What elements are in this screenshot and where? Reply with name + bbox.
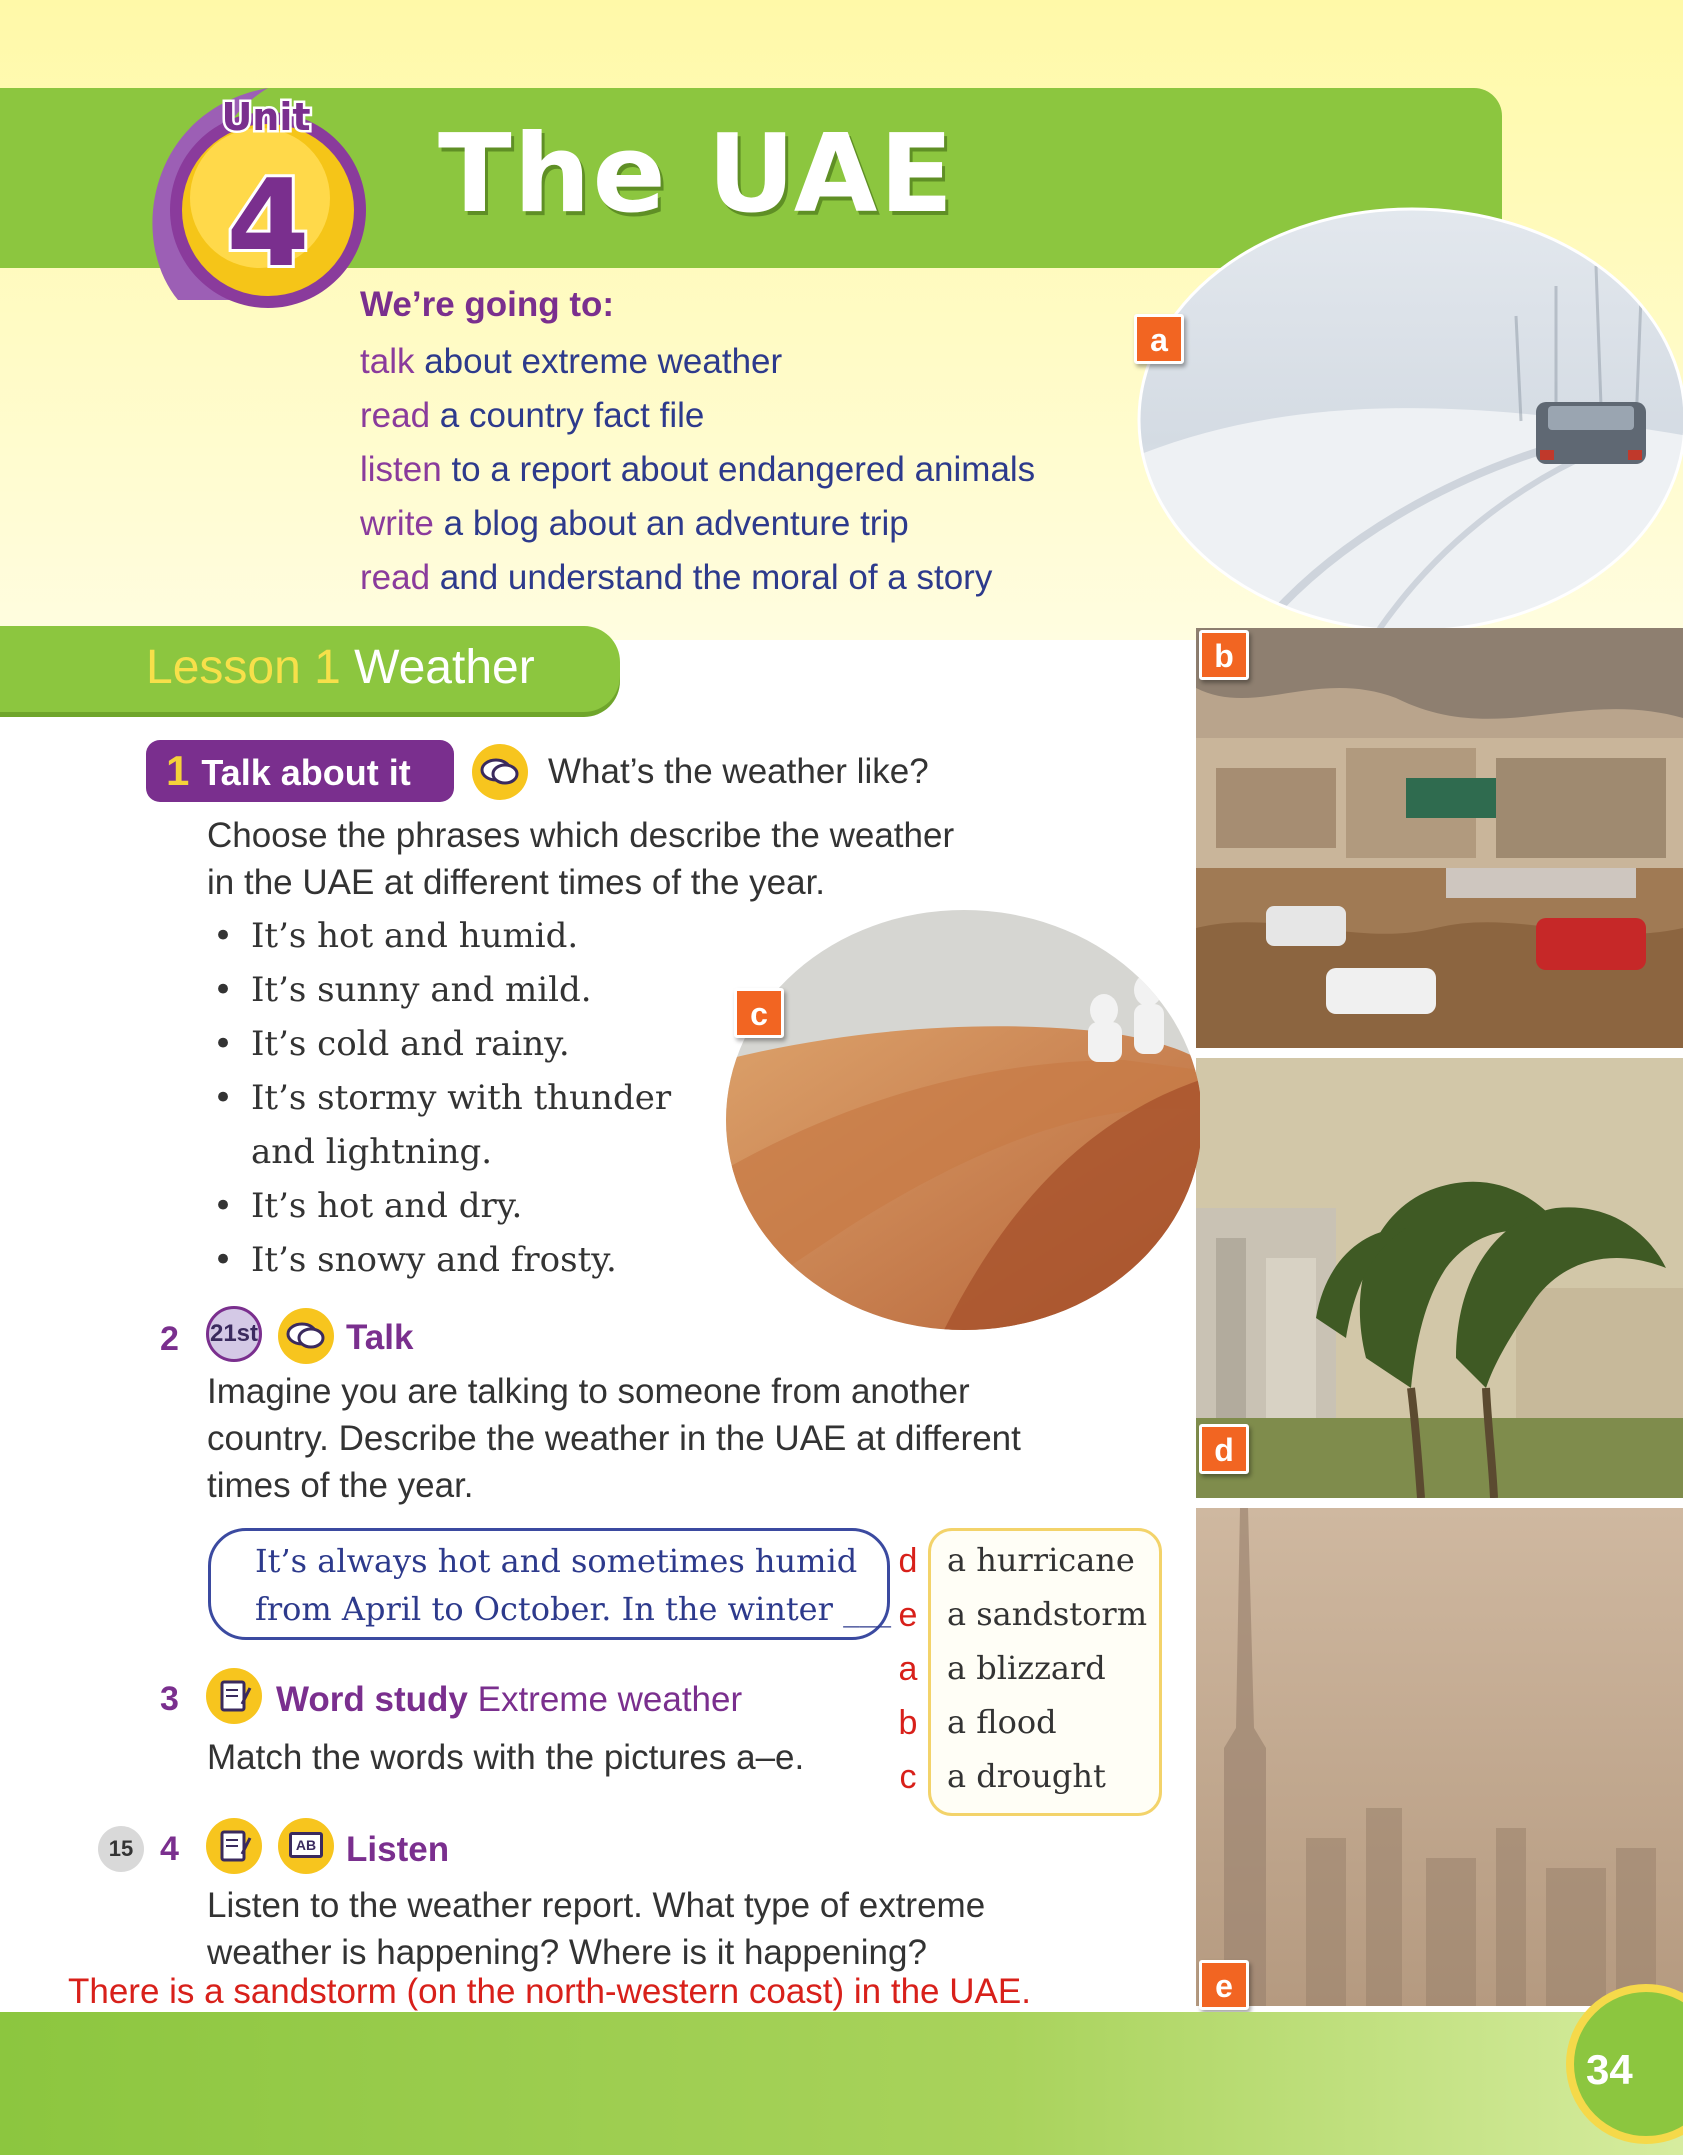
word-item: a hurricane (947, 1541, 1135, 1579)
speech-bubble-icon (278, 1308, 334, 1364)
photo-drought (724, 910, 1200, 1330)
section2-title: Talk (346, 1318, 414, 1357)
answer-letter: c (899, 1758, 917, 1796)
list-item: • It’s sunny and mild. (207, 963, 687, 1017)
word-box (928, 1528, 1162, 1816)
answer-letter: a (898, 1650, 918, 1688)
section3-instruction: Match the words with the pictures a–e. (207, 1738, 805, 1777)
lesson-title: Lesson 1 Weather (146, 641, 535, 694)
goals-heading: We’re going to: (360, 285, 615, 324)
unit-label: Unit (221, 95, 311, 139)
word-item: a drought (947, 1757, 1106, 1795)
list-item: • It’s stormy with thunder and lightning. (207, 1071, 687, 1179)
photo-label-d: d (1199, 1424, 1249, 1474)
21st-century-skills-icon: 21st (206, 1306, 262, 1362)
answer-letter: e (898, 1596, 918, 1634)
example-speech-bubble: It’s always hot and sometimes humid from April to October. In the winter ___ (208, 1528, 890, 1640)
audio-track-badge: 15 (98, 1826, 144, 1872)
weather-phrase-list (207, 909, 687, 1287)
goal-item: read and understand the moral of a story (360, 558, 993, 597)
goal-item: listen to a report about endangered animals (360, 450, 1036, 489)
activity-book-icon: AB (278, 1818, 334, 1874)
section4-number: 4 (160, 1830, 179, 1868)
speech-bubble-icon (472, 744, 528, 800)
goal-item: read a country fact file (360, 396, 705, 435)
match-answers (894, 1534, 922, 1804)
photo-label-e: e (1199, 1960, 1249, 2010)
section3-number: 3 (160, 1680, 179, 1718)
photo-label-a: a (1134, 314, 1184, 364)
photo-label-b: b (1199, 630, 1249, 680)
section2-instruction: Imagine you are talking to someone from another country. Describe the weather in the UAE at different times of the year. (207, 1372, 1021, 1505)
unit-badge (138, 70, 378, 330)
photo-label-c: c (734, 988, 784, 1038)
answer-letter: d (898, 1542, 918, 1580)
section2-number: 2 (160, 1320, 179, 1358)
section1-question: What’s the weather like? (548, 752, 929, 791)
goals-list (360, 285, 1140, 605)
photo-blizzard (1136, 206, 1683, 634)
photo-flood (1196, 628, 1683, 1048)
page-title: The UAE (438, 112, 956, 237)
page-number: 34 (1586, 2046, 1633, 2093)
section1-instruction: Choose the phrases which describe the weather in the UAE at different times of the year. (207, 816, 955, 902)
goal-item: talk about extreme weather (360, 342, 783, 381)
section4-title: Listen (346, 1830, 450, 1869)
photo-hurricane (1196, 1058, 1683, 1498)
list-item: • It’s snowy and frosty. (207, 1233, 687, 1287)
list-item: • It’s hot and dry. (207, 1179, 687, 1233)
section1-title: 1 Talk about it (146, 740, 454, 802)
word-item: a flood (947, 1703, 1057, 1741)
footer-band (0, 2012, 1683, 2155)
answer-letter: b (898, 1704, 918, 1742)
photo-sandstorm (1196, 1508, 1683, 2006)
word-item: a blizzard (947, 1649, 1106, 1687)
notebook-icon (206, 1668, 262, 1724)
word-item: a sandstorm (947, 1595, 1148, 1633)
listening-answer: There is a sandstorm (on the north-western coast) in the UAE. (68, 1972, 1031, 2011)
section4-instruction: Listen to the weather report. What type of extreme weather is happening? Where is it happening? (207, 1886, 986, 1972)
notebook-icon (206, 1818, 262, 1874)
goal-item: write a blog about an adventure trip (360, 504, 909, 543)
unit-number: 4 (226, 155, 310, 294)
list-item: • It’s cold and rainy. (207, 1017, 687, 1071)
section3-title: Word study Extreme weather (276, 1680, 743, 1719)
list-item: • It’s hot and humid. (207, 909, 687, 963)
